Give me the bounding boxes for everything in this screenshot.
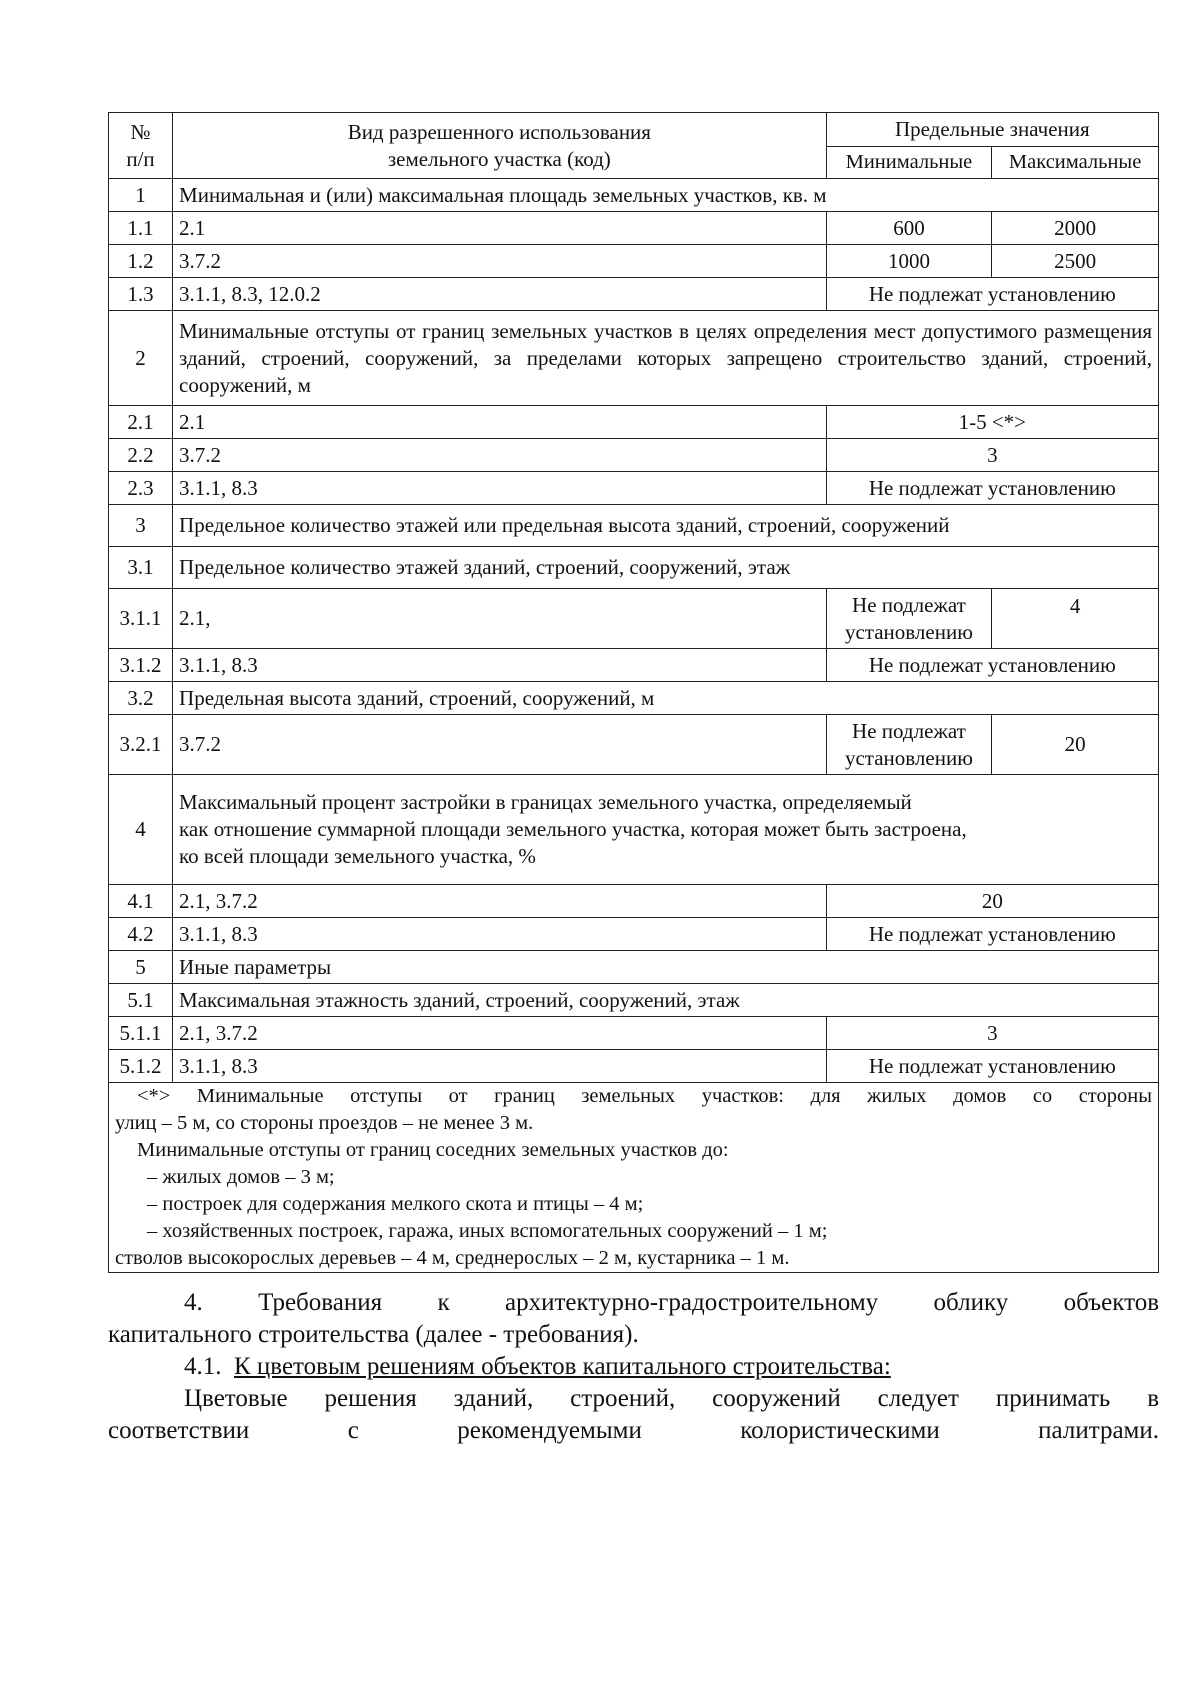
section-4-heading-cont: капитального строительства (далее - требования). <box>108 1321 639 1348</box>
footnote: <*> Минимальные отступы от границ земельных участков: для жилых домов со стороны улиц – 5 м, со стороны проездов – не менее 3 м. Минимальные отступы от границ соседних земельных участков до: – жилых домов – 3 м; – построек для содержания мелкого скота и птицы – 4 м; – хозяйственных построек, гаража, иных вспомогательных сооружений – 1 м; стволов высокорослых деревьев – 4 м, среднерослых – 2 м, кустарника – 1 м. <box>109 1083 1159 1273</box>
table-row: 3 Предельное количество этажей или предельная высота зданий, строений, сооружений <box>109 505 1159 547</box>
header-limits: Предельные значения <box>826 113 1158 147</box>
regulations-table <box>108 112 1159 1273</box>
document-page <box>108 112 1159 1447</box>
table-row: 1.1 2.1 600 2000 <box>109 212 1159 245</box>
paragraph-line: Цветовые решения зданий, строений, сооружений следует принимать в <box>184 1385 1159 1412</box>
header-num: № п/п <box>109 113 173 179</box>
table-row: 1.3 3.1.1, 8.3, 12.0.2 Не подлежат установлению <box>109 278 1159 311</box>
header-max: Максимальные <box>992 147 1159 179</box>
table-row: 5 Иные параметры <box>109 951 1159 984</box>
table-row: 1.2 3.7.2 1000 2500 <box>109 245 1159 278</box>
table-row: 4.2 3.1.1, 8.3 Не подлежат установлению <box>109 918 1159 951</box>
section-4 <box>108 1287 1159 1447</box>
header-usage-type: Вид разрешенного использования земельного участка (код) <box>173 113 827 179</box>
table-row: 2.2 3.7.2 3 <box>109 439 1159 472</box>
subsection-4-1-title: К цветовым решениям объектов капитального строительства: <box>234 1353 891 1380</box>
subsection-4-1: 4.1. К цветовым решениям объектов капитального строительства: <box>184 1353 891 1380</box>
table-row: 5.1.2 3.1.1, 8.3 Не подлежат установлению <box>109 1050 1159 1083</box>
table-row: 4.1 2.1, 3.7.2 20 <box>109 885 1159 918</box>
table-row: 3.2.1 3.7.2 Не подлежат установлению 20 <box>109 715 1159 775</box>
table-row: 1 Минимальная и (или) максимальная площадь земельных участков, кв. м <box>109 179 1159 212</box>
table-row: 5.1.1 2.1, 3.7.2 3 <box>109 1017 1159 1050</box>
table-row: 4 Максимальный процент застройки в границах земельного участка, определяемый как отношение суммарной площади земельного участка, которая может быть застроена, ко всей площади земельного участка, % <box>109 775 1159 885</box>
table-row: 2 Минимальные отступы от границ земельных участков в целях определения мест допустимого размещения зданий, строений, сооружений, за пределами которых запрещено строительство зданий, строений, сооружений, м <box>109 311 1159 406</box>
table-row: 3.2 Предельная высота зданий, строений, сооружений, м <box>109 682 1159 715</box>
table-row: 3.1.2 3.1.1, 8.3 Не подлежат установлению <box>109 649 1159 682</box>
paragraph-line: соответствии с рекомендуемыми колористическими палитрами. <box>108 1417 1159 1444</box>
table-row: 3.1.1 2.1, Не подлежат установлению 4 <box>109 589 1159 649</box>
table-row: 5.1 Максимальная этажность зданий, строений, сооружений, этаж <box>109 984 1159 1017</box>
table-row: 3.1 Предельное количество этажей зданий, строений, сооружений, этаж <box>109 547 1159 589</box>
table-row: 2.1 2.1 1-5 <*> <box>109 406 1159 439</box>
footnote-row <box>109 1083 1159 1273</box>
header-min: Минимальные <box>826 147 992 179</box>
section-4-heading: 4. Требования к архитектурно-градостроительному облику объектов <box>184 1289 1159 1316</box>
table-row: 2.3 3.1.1, 8.3 Не подлежат установлению <box>109 472 1159 505</box>
